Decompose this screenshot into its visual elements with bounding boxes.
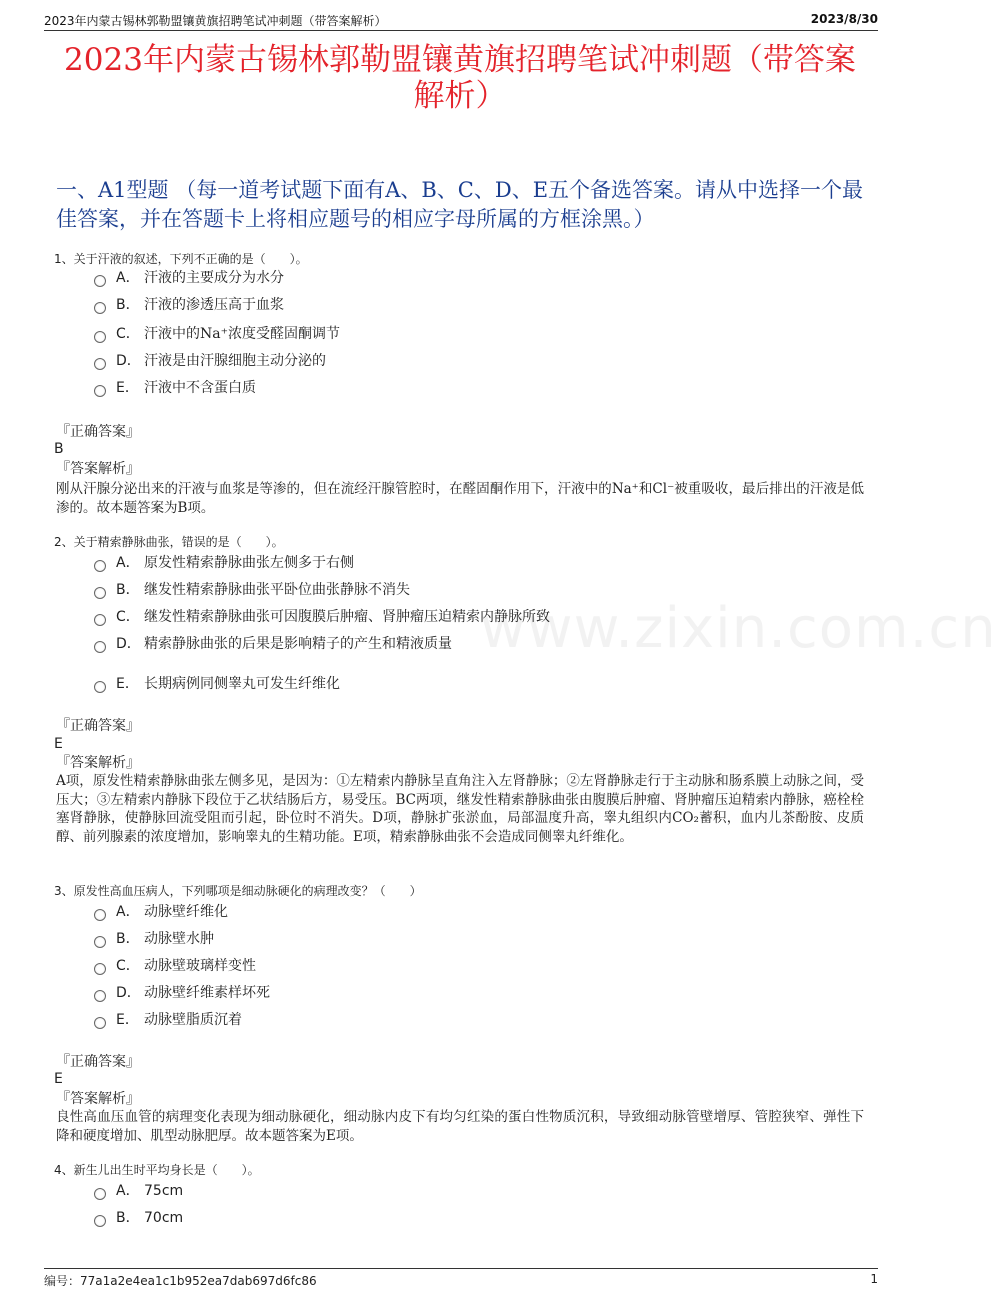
option-1c[interactable]: C． 汗液中的Na⁺浓度受醛固酮调节 [94, 324, 340, 344]
page-title: 2023年内蒙古锡林郭勒盟镶黄旗招聘笔试冲刺题（带答案解析） [64, 42, 856, 114]
header-date: 2023/8/30 [810, 12, 878, 26]
radio-icon[interactable] [94, 587, 106, 599]
section-heading: 一、A1型题 （每一道考试题下面有A、B、C、D、E五个备选答案。请从中选择一个最佳答案，并在答题卡上将相应题号的相应字母所属的方框涂黑。） [56, 178, 864, 231]
option-4a[interactable]: A． 75cm [94, 1181, 183, 1201]
radio-icon[interactable] [94, 614, 106, 626]
radio-icon[interactable] [94, 681, 106, 693]
radio-icon[interactable] [94, 358, 106, 370]
footer-doc-id: 编号：77a1a2e4ea1c1b952ea7dab697d6fc86 [44, 1274, 317, 1288]
option-1d[interactable]: D． 汗液是由汗腺细胞主动分泌的 [94, 351, 326, 371]
option-4b[interactable]: B． 70cm [94, 1208, 183, 1228]
option-2a[interactable]: A． 原发性精索静脉曲张左侧多于右侧 [94, 553, 354, 573]
analysis-label: 『答案解析』 [56, 461, 140, 477]
question-2-stem: 2、关于精索静脉曲张，错误的是（ ）。 [54, 535, 284, 549]
option-3a[interactable]: A． 动脉壁纤维化 [94, 902, 228, 922]
option-2b[interactable]: B． 继发性精索静脉曲张平卧位曲张静脉不消失 [94, 580, 410, 600]
option-3e[interactable]: E． 动脉壁脂质沉着 [94, 1010, 242, 1030]
option-3b[interactable]: B． 动脉壁水肿 [94, 929, 214, 949]
radio-icon[interactable] [94, 963, 106, 975]
correct-answer-3: E [54, 1071, 63, 1087]
radio-icon[interactable] [94, 560, 106, 572]
radio-icon[interactable] [94, 331, 106, 343]
question-1-stem: 1、关于汗液的叙述，下列不正确的是（ ）。 [54, 252, 308, 266]
option-2d[interactable]: D． 精索静脉曲张的后果是影响精子的产生和精液质量 [94, 634, 452, 654]
option-1b[interactable]: B． 汗液的渗透压高于血浆 [94, 295, 284, 315]
correct-answer-label: 『正确答案』 [56, 1054, 140, 1070]
option-3c[interactable]: C． 动脉壁玻璃样变性 [94, 956, 256, 976]
option-1e[interactable]: E． 汗液中不含蛋白质 [94, 378, 256, 398]
correct-answer-label: 『正确答案』 [56, 424, 140, 440]
question-3-stem: 3、原发性高血压病人，下列哪项是细动脉硬化的病理改变？（ ） [54, 884, 422, 898]
analysis-label: 『答案解析』 [56, 1091, 140, 1107]
radio-icon[interactable] [94, 1188, 106, 1200]
correct-answer-1: B [54, 441, 64, 457]
radio-icon[interactable] [94, 936, 106, 948]
option-1a[interactable]: A． 汗液的主要成分为水分 [94, 268, 284, 288]
analysis-label: 『答案解析』 [56, 755, 140, 771]
correct-answer-2: E [54, 736, 63, 752]
radio-icon[interactable] [94, 990, 106, 1002]
radio-icon[interactable] [94, 641, 106, 653]
footer-page-number: 1 [870, 1272, 878, 1286]
header-doc-title: 2023年内蒙古锡林郭勒盟镶黄旗招聘笔试冲刺题（带答案解析） [44, 14, 387, 28]
option-2c[interactable]: C． 继发性精索静脉曲张可因腹膜后肿瘤、肾肿瘤压迫精索内静脉所致 [94, 607, 550, 627]
radio-icon[interactable] [94, 909, 106, 921]
correct-answer-label: 『正确答案』 [56, 718, 140, 734]
radio-icon[interactable] [94, 275, 106, 287]
explanation-2: A项，原发性精索静脉曲张左侧多见，是因为：①左精索内静脉呈直角注入左肾静脉；②左肾静脉走行于主动脉和肠系膜上动脉之间，受压大；③左精索内静脉下段位于乙状结肠后方，易受压。BC两项，继发性精索静脉曲张由腹膜后肿瘤、肾肿瘤压迫精索内静脉，癌栓栓塞肾静脉，使静脉回流受阻而引起，卧位时不消失。D项，静脉扩张淤血，局部温度升高，睾丸组织内CO₂蓄积，血内儿茶酚胺、皮质醇、前列腺素的浓度增加，影响睾丸的生精功能。E项，精索静脉曲张不会造成同侧睾丸纤维化。 [56, 773, 864, 845]
radio-icon[interactable] [94, 385, 106, 397]
explanation-1: 刚从汗腺分泌出来的汗液与血浆是等渗的，但在流经汗腺管腔时，在醛固酮作用下，汗液中的Na⁺和Cl⁻被重吸收，最后排出的汗液是低渗的。故本题答案为B项。 [56, 481, 864, 516]
watermark: www.zixin.com.cn [480, 596, 997, 661]
radio-icon[interactable] [94, 1017, 106, 1029]
option-3d[interactable]: D． 动脉壁纤维素样坏死 [94, 983, 270, 1003]
radio-icon[interactable] [94, 302, 106, 314]
explanation-3: 良性高血压血管的病理变化表现为细动脉硬化，细动脉内皮下有均匀红染的蛋白性物质沉积，导致细动脉管壁增厚、管腔狭窄、弹性下降和硬度增加、肌型动脉肥厚。故本题答案为E项。 [56, 1109, 864, 1144]
radio-icon[interactable] [94, 1215, 106, 1227]
option-2e[interactable]: E． 长期病例同侧睾丸可发生纤维化 [94, 674, 340, 694]
page-header [44, 12, 878, 31]
question-4-stem: 4、新生儿出生时平均身长是（ ）。 [54, 1163, 260, 1177]
page-footer [44, 1268, 878, 1288]
